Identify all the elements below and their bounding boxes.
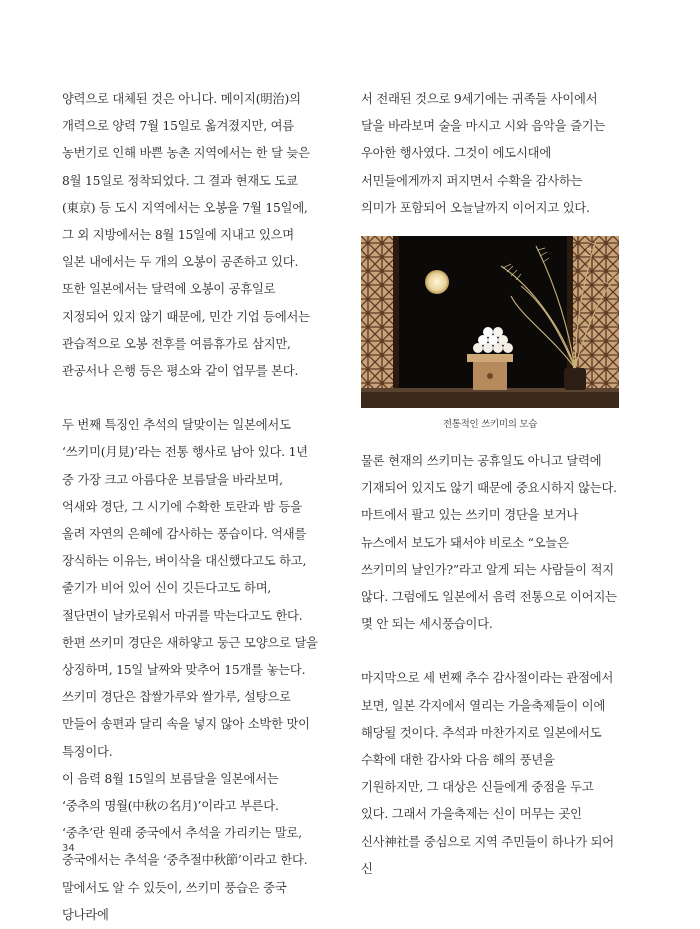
paragraph-tsukimi: 두 번째 특징인 추석의 달맞이는 일본에서도 ‘쓰키미(月見)’라는 전통 행사로 남아 있다. 1년 중 가장 크고 아름다운 보름달을 바라보며, 억새와 경단, 그 시기에 수확한 토란과 밤 등을 올려 자연의 은혜에 감사하는 풍습이다. 억새를 장식하는 이유는, 벼이삭을 대신했다고도 하고, 줄기가 비어 있어 신이 깃든다고도 하며, 절단면이 날카로워서 마귀를 막는다고도 한다. 한편 쓰키미 경단은 새하얗고 둥근 모양으로 달을 상징하며, 15일 날짜와 맞추어 15개를 놓는다. 쓰키미 경단은 찹쌀가루와 쌀가루, 설탕으로 만들어 송편과 달리 속을 넣지 않아 소박한 맛이 특징이다. bbox=[62, 418, 318, 759]
photo-caption: 전통적인 쓰키미의 모습 bbox=[442, 419, 538, 431]
tsukimi-photo bbox=[361, 236, 619, 408]
right-column bbox=[361, 86, 619, 883]
page-number: 34 bbox=[62, 843, 75, 854]
paragraph-modern-tsukimi: 물론 현재의 쓰키미는 공휴일도 아니고 달력에 기재되어 있지도 않기 때문에 중요시하지 않는다. 마트에서 팔고 있는 쓰키미 경단을 보거나 뉴스에서 보도가 돼서야 비로소 “오늘은 쓰키미의 날인가?”라고 알게 되는 사람들이 적지 않다. 그럼에도 일본에서 음력 전통으로 이어지는 몇 안 되는 세시풍습이다. bbox=[361, 454, 617, 632]
left-column bbox=[62, 86, 320, 929]
paragraph-chushu: 이 음력 8월 15일의 보름달을 일본에서는 ‘중추의 명월(中秋の名月)’이라고 부른다. ‘중추’란 원래 중국에서 추석을 가리키는 말로, 중국에서는 추석을 ‘중추절中秋節’이라고 한다. 말에서도 알 수 있듯이, 쓰키미 풍습은 중국 당나라에 bbox=[62, 771, 308, 922]
paragraph-autumn-festival: 마지막으로 세 번째 추수 감사절이라는 관점에서 보면, 일본 각지에서 열리는 가을축제들이 이에 해당될 것이다. 추석과 마찬가지로 일본에서도 수확에 대한 감사와 다음 해의 풍년을 기원하지만, 그 대상은 신들에게 중점을 두고 있다. 그래서 가을축제는 신이 머무는 곳인 신사神社를 중심으로 지역 주민들이 하나가 되어 신 bbox=[361, 671, 614, 876]
paragraph-heian: 서 전래된 것으로 9세기에는 귀족들 사이에서 달을 바라보며 술을 마시고 시와 음악을 즐기는 우아한 행사였다. 그것이 에도시대에 서민들에게까지 퍼지면서 수확을 감사하는 의미가 포함되어 오늘날까지 이어지고 있다. bbox=[361, 92, 606, 215]
paragraph-obon: 양력으로 대체된 것은 아니다. 메이지(明治)의 개력으로 양력 7월 15일로 옮겨졌지만, 여름 농번기로 인해 바쁜 농촌 지역에서는 한 달 늦은 8월 15일로 정착되었다. 그 결과 현재도 도쿄(東京) 등 도시 지역에서는 오봉을 7월 15일에, 그 외 지방에서는 8월 15일에 지내고 있으며 일본 내에서는 두 개의 오봉이 공존하고 있다. 또한 일본에서는 달력에 오봉이 공휴일로 지정되어 있지 않기 때문에, 민간 기업 등에서는 관습적으로 오봉 전후를 여름휴가로 삼지만, 관공서나 은행 등은 평소와 같이 업무를 본다. bbox=[62, 92, 310, 379]
